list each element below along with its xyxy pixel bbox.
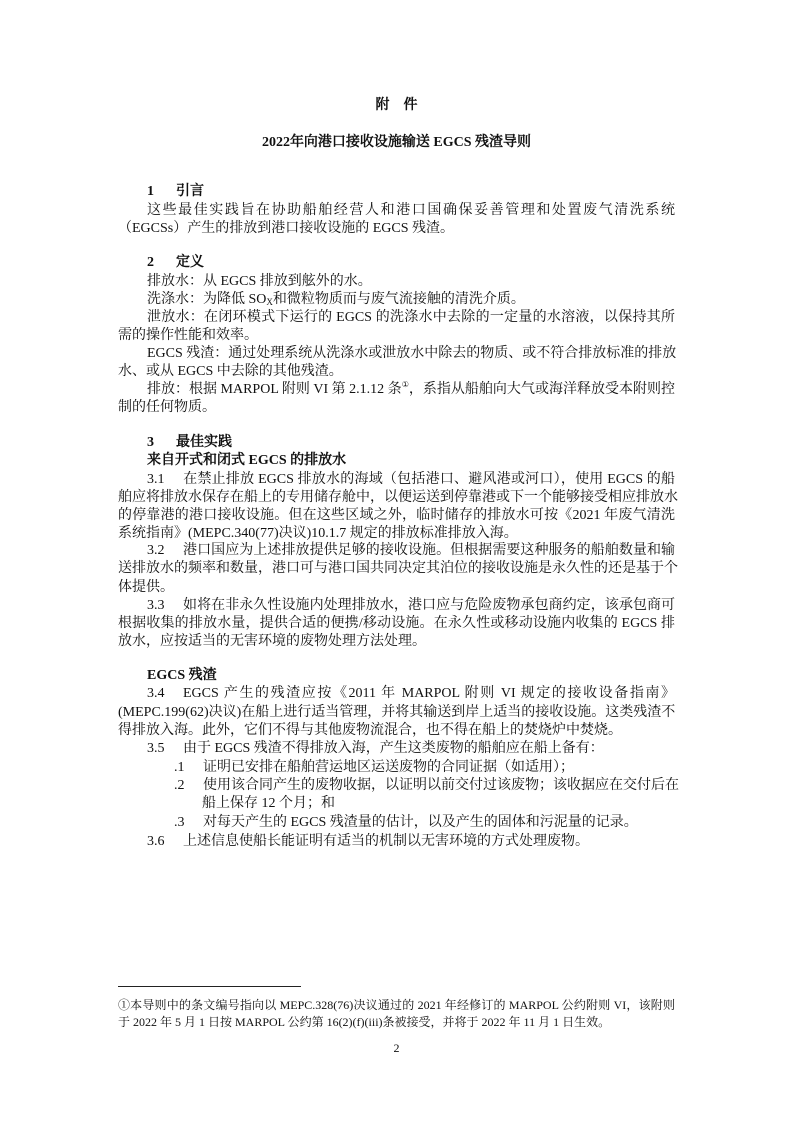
document-title: 2022年向港口接收设施输送 EGCS 残渣导则 bbox=[261, 135, 532, 150]
text: 如将在非永久性设施内处理排放水，港口应与危险废物承包商约定，该承包商可 bbox=[183, 598, 675, 613]
text: ，系指从船舶向大气或海洋释放受本附则控 bbox=[408, 382, 676, 397]
definition-residue: EGCS 残渣：通过处理系统从洗涤水或泄放水中除去的物质、或不符合排放标准的排放 bbox=[147, 346, 677, 361]
text: 上述信息使船长能证明有适当的机制以无害环境的方式处理废物。 bbox=[183, 834, 589, 849]
para-3-1 bbox=[147, 470, 675, 489]
text: 洗涤水：为降低 SO bbox=[147, 292, 267, 307]
definition-discharge bbox=[147, 380, 675, 399]
item-number: .2 bbox=[174, 778, 185, 793]
paragraph-line: 这些最佳实践旨在协助船舶经营人和港口国确保妥善管理和处置废气清洗系统 bbox=[147, 203, 675, 218]
subscript: X bbox=[266, 297, 273, 307]
para-number: 3.3 bbox=[147, 598, 165, 613]
list-item bbox=[174, 776, 679, 795]
para-number: 3.2 bbox=[147, 543, 165, 558]
para-3-3 bbox=[147, 596, 675, 615]
text: 排放：根据 MARPOL 附则 VI 第 2.1.12 条 bbox=[147, 382, 402, 397]
text: 在禁止排放 EGCS 排放水的海域（包括港口、避风港或河口），使用 EGCS 的船 bbox=[183, 472, 675, 487]
definition-discharge-water: 排放水：从 EGCS 排放到舷外的水。 bbox=[147, 274, 372, 289]
definition-bleed-off: 泄放水：在闭环模式下运行的 EGCS 的洗涤水中去除的一定量的水溶液，以保持其所 bbox=[147, 310, 675, 325]
footnote-divider bbox=[118, 986, 301, 987]
para-3-2 bbox=[147, 541, 675, 560]
list-item bbox=[174, 758, 675, 777]
text: 证明已安排在船舶营运地区运送废物的合同证据（如适用）； bbox=[203, 760, 574, 775]
para-3-4 bbox=[147, 684, 675, 703]
section-2-heading bbox=[147, 253, 675, 272]
text: 港口国应为上述排放提供足够的接收设施。但根据需要这种服务的船舶数量和输 bbox=[183, 543, 675, 558]
section-title: 引言 bbox=[176, 184, 204, 199]
para-number: 3.5 bbox=[147, 741, 165, 756]
footnote-line: 于 2022 年 5 月 1 日按 MARPOL 公约第 16(2)(f)(iii)条被接受，并将于 2022 年 11 月 1 日生效。 bbox=[118, 1015, 611, 1029]
paragraph-line: 水、或从 EGCS 中去除的其他残渣。 bbox=[118, 364, 343, 379]
paragraph-line: 制的任何物质。 bbox=[118, 400, 216, 415]
text: 由于 EGCS 残渣不得排放入海，产生这类废物的船舶应在船上备有： bbox=[183, 741, 604, 756]
section-title: 定义 bbox=[176, 255, 204, 270]
paragraph-line: （EGCSs）产生的排放到港口接收设施的 EGCS 残渣。 bbox=[118, 221, 455, 236]
section-title: 最佳实践 bbox=[176, 435, 232, 450]
paragraph-line: 的停靠港的港口接收设施。但在这些区域之外，临时储存的排放水可按《2021 年废气清洗 bbox=[118, 508, 675, 523]
text: 对每天产生的 EGCS 残渣量的估计，以及产生的固体和污泥量的记录。 bbox=[203, 815, 638, 830]
footnote-ref[interactable]: ① bbox=[401, 380, 409, 389]
paragraph-line: 体提供。 bbox=[118, 580, 174, 595]
list-item-continuation: 船上保存 12 个月；和 bbox=[202, 796, 335, 811]
list-item bbox=[174, 813, 675, 832]
section-number: 1 bbox=[147, 184, 154, 199]
para-3-5 bbox=[147, 739, 675, 758]
text: 和微粒物质而与废气流接触的清洗介质。 bbox=[272, 292, 525, 307]
definition-washwater bbox=[147, 290, 675, 309]
section-1-heading bbox=[147, 182, 675, 201]
para-number: 3.1 bbox=[147, 472, 165, 487]
paragraph-line: 系统指南》(MEPC.340(77)决议)10.1.7 规定的排放标准排放入海。 bbox=[118, 526, 518, 541]
footnote-line: ①本导则中的条文编号指向以 MEPC.328(76)决议通过的 2021 年经修订的 MARPOL 公约附则 VI，该附则 bbox=[118, 998, 675, 1012]
para-number: 3.6 bbox=[147, 834, 165, 849]
text: EGCS 产生的残渣应按《2011 年 MARPOL 附则 VI 规定的接收设备指南》 bbox=[183, 686, 675, 701]
subheading-discharge-water: 来自开式和闭式 EGCS 的排放水 bbox=[147, 453, 347, 468]
paragraph-line: (MEPC.199(62)决议)在船上进行适当管理，并将其输送到岸上适当的接收设施。这类残渣不 bbox=[118, 705, 676, 720]
paragraph-line: 得排放入海。此外，它们不得与其他废物流混合，也不得在船上的焚烧炉中焚烧。 bbox=[118, 723, 622, 738]
paragraph-line: 送排放水的频率和数量，港口可与港口国共同决定其泊位的接收设施是永久性的还是基于个 bbox=[118, 561, 678, 576]
item-number: .1 bbox=[174, 760, 185, 775]
section-number: 2 bbox=[147, 255, 154, 270]
page-number: 2 bbox=[393, 1041, 400, 1055]
subheading-egcs-residue: EGCS 残渣 bbox=[147, 668, 217, 683]
para-3-6 bbox=[147, 832, 675, 851]
paragraph-line: 舶应将排放水保存在船上的专用储存舱中，以便运送到停靠港或下一个能够接受相应排放水 bbox=[118, 490, 678, 505]
section-3-heading bbox=[147, 433, 675, 452]
section-number: 3 bbox=[147, 435, 154, 450]
paragraph-line: 放水，应按适当的无害环境的废物处理方法处理。 bbox=[118, 634, 426, 649]
text: 使用该合同产生的废物收据，以证明以前交付过该废物；该收据应在交付后在 bbox=[203, 778, 679, 793]
item-number: .3 bbox=[174, 815, 185, 830]
para-number: 3.4 bbox=[147, 686, 165, 701]
paragraph-line: 需的操作性能和效率。 bbox=[118, 328, 258, 343]
annex-label: 附 件 bbox=[375, 98, 418, 113]
paragraph-line: 根据收集的排放水量，提供合适的便携/移动设施。在永久性或移动设施内收集的 EGCS 排 bbox=[118, 616, 675, 631]
